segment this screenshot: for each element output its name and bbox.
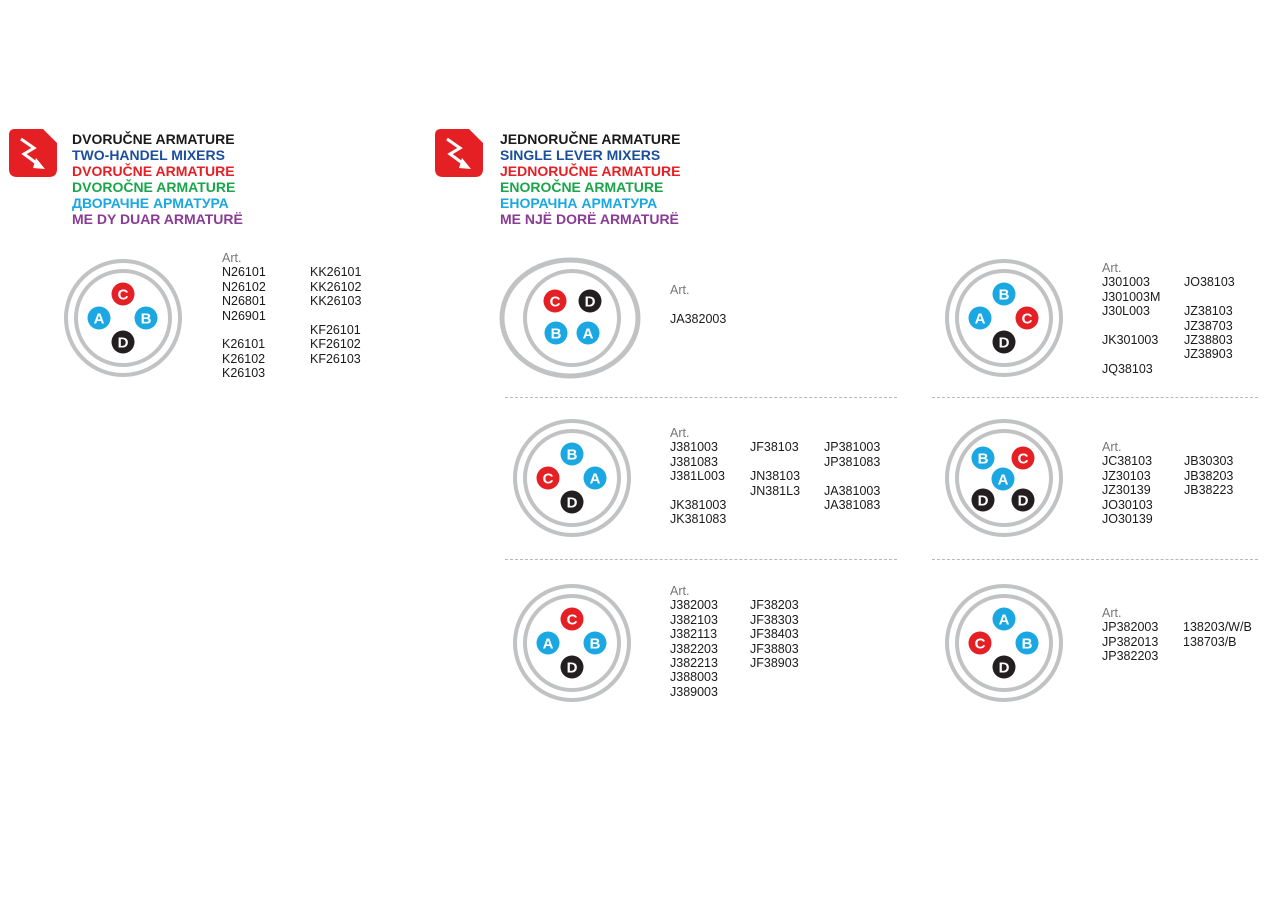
article-code xyxy=(222,323,266,337)
article-code: KF26102 xyxy=(310,337,361,352)
pin-a-label: A xyxy=(998,611,1010,629)
article-code: JP382203 xyxy=(1102,649,1159,664)
pin-c-label: C xyxy=(117,286,129,304)
article-column xyxy=(824,440,880,512)
article-code: J301003M xyxy=(1102,289,1161,304)
title-line: SINGLE LEVER MIXERS xyxy=(500,147,661,163)
pin-c-label: C xyxy=(1017,450,1029,468)
connector-diagram xyxy=(512,418,632,538)
art-label: Art. xyxy=(1102,440,1122,454)
article-code: JC38103 xyxy=(1102,454,1153,469)
brand-logo-left xyxy=(9,129,57,177)
article-code: J389003 xyxy=(670,684,718,699)
article-code: JF38403 xyxy=(750,627,799,642)
article-code: JN381L3 xyxy=(750,483,801,498)
article-column xyxy=(310,265,361,366)
article-code: JF38803 xyxy=(750,641,799,656)
article-code xyxy=(670,484,726,498)
article-column xyxy=(750,440,800,498)
pin-c-label: C xyxy=(974,635,986,653)
article-code xyxy=(750,455,800,469)
lightning-arrow-icon xyxy=(435,129,483,177)
art-label: Art. xyxy=(1102,261,1122,275)
article-code: JB30303 xyxy=(1184,454,1234,469)
connector-diagram xyxy=(500,258,640,378)
connector-outer-ring xyxy=(515,421,629,535)
article-code: JO30139 xyxy=(1102,511,1153,526)
article-list xyxy=(1102,440,1234,526)
connector-diagram xyxy=(944,258,1064,378)
article-code: JA381003 xyxy=(824,483,881,498)
article-code xyxy=(1102,319,1160,333)
article-code: J301003 xyxy=(1102,275,1150,290)
title-line: ME DY DUAR ARMATURË xyxy=(72,211,243,227)
article-list xyxy=(670,283,727,326)
connector-diagram xyxy=(944,583,1064,703)
article-code: K26101 xyxy=(222,337,266,352)
title-block-single-lever xyxy=(500,131,680,227)
article-column xyxy=(670,297,726,326)
article-code: K26102 xyxy=(222,351,266,366)
pin-a-label: A xyxy=(589,470,601,488)
lightning-arrow-icon xyxy=(9,129,57,177)
article-code: JF38903 xyxy=(750,655,799,670)
article-code: KF26103 xyxy=(310,351,361,366)
pin-a-label: A xyxy=(997,471,1009,489)
article-code: J381083 xyxy=(670,454,718,469)
connector-face xyxy=(63,258,183,378)
connector-face xyxy=(500,258,640,378)
art-label: Art. xyxy=(1102,606,1122,620)
article-column xyxy=(1184,275,1235,361)
article-list xyxy=(670,426,881,527)
article-list xyxy=(222,251,362,381)
title-line: DVORUČNE ARMATURE xyxy=(72,131,235,147)
connector-diagram xyxy=(944,418,1064,538)
article-column xyxy=(1102,454,1153,526)
article-column xyxy=(670,598,718,699)
pin-c-label: C xyxy=(566,611,578,629)
title-line: TWO-HANDEL MIXERS xyxy=(72,147,225,163)
title-line: ДВОРАЧНЕ АРМАТУРА xyxy=(72,195,229,211)
article-code: JN38103 xyxy=(750,469,801,484)
pin-d-label: D xyxy=(566,659,578,677)
article-code xyxy=(824,469,880,483)
connector-outer-ring xyxy=(66,261,180,375)
article-code: N26101 xyxy=(222,265,266,280)
article-code: J30L003 xyxy=(1102,304,1150,319)
article-code: J382103 xyxy=(670,612,718,627)
section-divider xyxy=(505,559,897,560)
article-code: JO38103 xyxy=(1184,275,1235,290)
title-line: ENOROČNE ARMATURE xyxy=(500,179,664,195)
article-code: JP382013 xyxy=(1102,634,1159,649)
title-line: ME NJË DORË ARMATURË xyxy=(500,211,679,227)
article-code: JZ38103 xyxy=(1184,304,1233,319)
article-code: J381L003 xyxy=(670,469,725,484)
art-label: Art. xyxy=(222,251,242,265)
article-list xyxy=(670,584,799,699)
article-code xyxy=(1102,347,1160,361)
article-code: J381003 xyxy=(670,440,718,455)
pin-a-label: A xyxy=(582,325,594,343)
connector-face xyxy=(944,418,1064,538)
connector-outer-ring xyxy=(515,586,629,700)
pin-c-label: C xyxy=(549,293,561,311)
pin-b-label: B xyxy=(566,446,578,464)
article-code: J382003 xyxy=(670,598,718,613)
article-code: J382213 xyxy=(670,655,718,670)
article-code: KF26101 xyxy=(310,322,361,337)
article-code: JP381083 xyxy=(824,454,881,469)
article-column xyxy=(1184,454,1233,497)
article-code: JZ38703 xyxy=(1184,318,1233,333)
connector-face xyxy=(512,418,632,538)
article-code: JF38203 xyxy=(750,598,799,613)
pin-d-label: D xyxy=(117,334,129,352)
article-code: KK26102 xyxy=(310,279,362,294)
art-label: Art. xyxy=(670,426,690,440)
article-code: JK301003 xyxy=(1102,332,1159,347)
pin-b-label: B xyxy=(140,310,152,328)
article-code: JK381083 xyxy=(670,512,727,527)
article-column xyxy=(1102,275,1160,376)
connector-diagram xyxy=(512,583,632,703)
article-code: JZ30139 xyxy=(1102,483,1151,498)
pin-b-label: B xyxy=(550,325,562,343)
connector-face xyxy=(944,583,1064,703)
pin-a-label: A xyxy=(93,310,105,328)
title-line: JEDNORUČNE ARMATURE xyxy=(500,131,681,147)
title-line: ЕНОРАЧНА АРМАТУРА xyxy=(500,195,658,211)
pin-a-label: A xyxy=(974,310,986,328)
pin-b-label: B xyxy=(998,286,1010,304)
article-code: JF38303 xyxy=(750,612,799,627)
article-column xyxy=(1183,620,1252,649)
article-code: K26103 xyxy=(222,366,266,381)
brand-logo-right xyxy=(435,129,483,177)
article-column xyxy=(1102,620,1158,663)
article-code: KK26101 xyxy=(310,265,362,280)
pin-b-label: B xyxy=(977,450,989,468)
pin-b-label: B xyxy=(1021,635,1033,653)
pin-c-label: C xyxy=(542,470,554,488)
article-code: JK381003 xyxy=(670,497,727,512)
article-code: KK26103 xyxy=(310,294,362,309)
connector-face xyxy=(944,258,1064,378)
article-code: JP382003 xyxy=(1102,620,1159,635)
article-list xyxy=(1102,606,1252,664)
pin-d-label: D xyxy=(998,659,1010,677)
article-column xyxy=(222,265,266,380)
article-code: JB38223 xyxy=(1184,483,1234,498)
article-code: J382203 xyxy=(670,641,718,656)
article-code: 138703/B xyxy=(1183,634,1237,649)
article-code xyxy=(310,309,361,323)
title-line: DVORUČNE ARMATURE xyxy=(72,163,235,179)
article-code: JZ38803 xyxy=(1184,332,1233,347)
article-code: JZ30103 xyxy=(1102,468,1151,483)
article-code: N26801 xyxy=(222,294,266,309)
article-code: JB38203 xyxy=(1184,468,1234,483)
pin-c-label: C xyxy=(1021,310,1033,328)
pin-d-label: D xyxy=(977,492,989,510)
title-line: DVOROČNE ARMATURE xyxy=(72,179,236,195)
article-code: JA381083 xyxy=(824,497,881,512)
article-code: JF38103 xyxy=(750,440,799,455)
article-code xyxy=(1184,290,1235,304)
section-divider xyxy=(932,397,1258,398)
article-code: JO30103 xyxy=(1102,497,1153,512)
article-list xyxy=(1102,261,1235,376)
connector-outer-ring xyxy=(947,586,1061,700)
article-code: J382113 xyxy=(670,627,718,642)
pin-d-label: D xyxy=(566,494,578,512)
article-column xyxy=(670,440,726,526)
article-code: JP381003 xyxy=(824,440,881,455)
pin-d-label: D xyxy=(584,293,596,311)
article-code: N26901 xyxy=(222,308,266,323)
title-block-two-handle xyxy=(72,131,243,227)
pin-a-label: A xyxy=(542,635,554,653)
art-label: Art. xyxy=(670,283,690,297)
article-code: JA382003 xyxy=(670,311,727,326)
section-divider xyxy=(505,397,897,398)
pin-d-label: D xyxy=(1017,492,1029,510)
connector-face xyxy=(512,583,632,703)
article-code: JZ38903 xyxy=(1184,347,1233,362)
art-label: Art. xyxy=(670,584,690,598)
title-line: JEDNORUČNE ARMATURE xyxy=(500,163,681,179)
pin-d-label: D xyxy=(998,334,1010,352)
article-code: JQ38103 xyxy=(1102,361,1153,376)
article-code: 138203/W/B xyxy=(1183,620,1252,635)
article-code: J388003 xyxy=(670,670,718,685)
article-column xyxy=(750,598,799,670)
article-code: N26102 xyxy=(222,279,266,294)
connector-inner-ring xyxy=(525,271,619,365)
section-divider xyxy=(932,559,1258,560)
connector-diagram xyxy=(63,258,183,378)
pin-b-label: B xyxy=(589,635,601,653)
article-code xyxy=(670,297,726,311)
connector-outer-ring xyxy=(947,261,1061,375)
